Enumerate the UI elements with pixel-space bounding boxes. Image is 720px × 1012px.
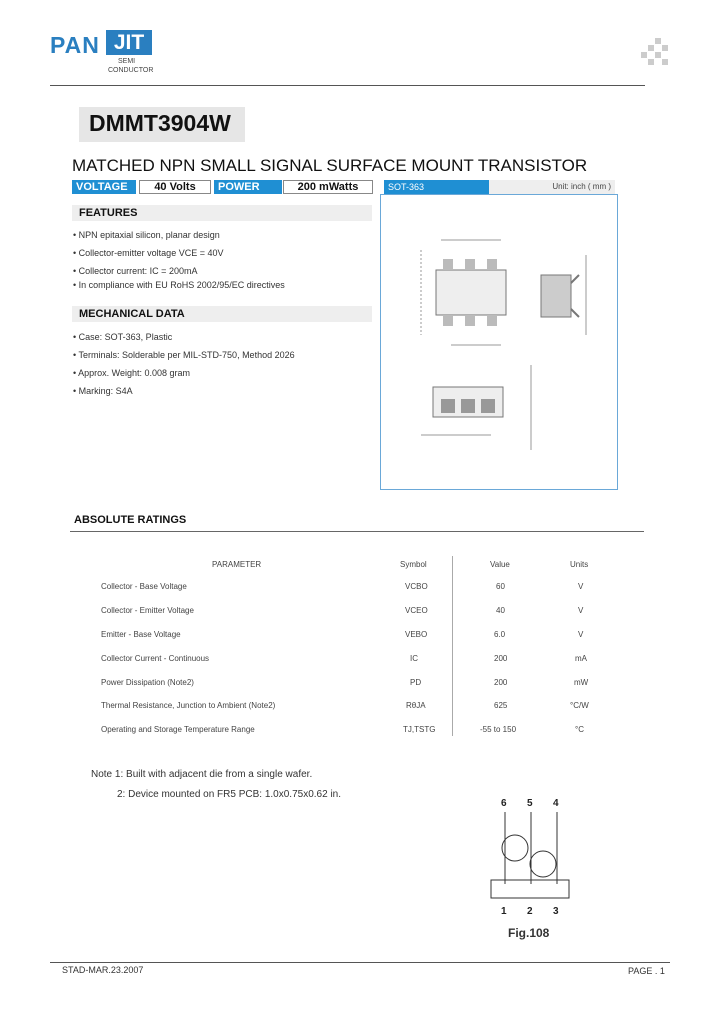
footer-date: STAD-MAR.23.2007 (62, 965, 144, 975)
pin-label: 4 (553, 798, 559, 809)
row-symbol: VCEO (405, 606, 428, 615)
checker-pattern-icon (641, 38, 669, 66)
col-header-parameter: PARAMETER (212, 560, 262, 569)
row-value: 200 (494, 678, 508, 687)
row-units: °C (575, 725, 584, 734)
pin-label: 2 (527, 906, 533, 917)
package-outline-drawing (381, 195, 617, 489)
row-value: 200 (494, 654, 508, 663)
row-value: 6.0 (494, 630, 506, 639)
row-units: V (578, 606, 584, 615)
voltage-value: 40 Volts (139, 180, 211, 194)
voltage-label: VOLTAGE (72, 180, 136, 194)
part-number: DMMT3904W (89, 110, 231, 136)
list-item: • Terminals: Solderable per MIL-STD-750, Method 2026 (73, 350, 295, 360)
package-drawing (380, 194, 618, 490)
features-title: FEATURES (79, 207, 138, 219)
figure-caption: Fig.108 (508, 926, 550, 940)
row-parameter: Operating and Storage Temperature Range (101, 725, 255, 734)
list-item: • Case: SOT-363, Plastic (73, 332, 173, 342)
pin-label: 3 (553, 906, 559, 917)
pinout-schematic (485, 792, 575, 922)
col-header-value: Value (490, 560, 510, 569)
pin-label: 5 (527, 798, 533, 809)
list-item: • Collector-emitter voltage VCE = 40V (73, 248, 224, 258)
row-parameter: Collector - Emitter Voltage (101, 606, 194, 615)
ratings-header (70, 509, 644, 531)
list-item: • Marking: S4A (73, 386, 133, 396)
row-parameter: Collector Current - Continuous (101, 654, 210, 663)
row-units: V (578, 582, 584, 591)
footer-divider (50, 962, 670, 963)
row-value: -55 to 150 (480, 725, 517, 734)
power-label: POWER (214, 180, 282, 194)
note-1: Note 1: Built with adjacent die from a single wafer. (91, 769, 313, 780)
row-parameter: Thermal Resistance, Junction to Ambient (Note2) (101, 701, 276, 710)
unit-note: Unit: inch ( mm ) (489, 180, 615, 194)
row-units: mA (575, 654, 587, 663)
row-units: mW (574, 678, 589, 687)
pin-label: 1 (501, 906, 507, 917)
list-item: • NPN epitaxial silicon, planar design (73, 230, 220, 240)
row-symbol: TJ,TSTG (403, 725, 436, 734)
package-label: SOT-363 (384, 180, 489, 194)
row-parameter: Emitter - Base Voltage (101, 630, 181, 639)
header-divider (50, 85, 645, 86)
table-divider (452, 556, 453, 736)
logo-conductor: CONDUCTOR (108, 67, 154, 74)
row-value: 625 (494, 701, 508, 710)
row-value: 40 (496, 606, 505, 615)
footer-page: PAGE . 1 (628, 966, 665, 976)
row-parameter: Power Dissipation (Note2) (101, 678, 194, 687)
logo-pan: PAN (50, 32, 100, 58)
mechanical-title: MECHANICAL DATA (79, 308, 185, 320)
row-symbol: VCBO (405, 582, 428, 591)
product-subtitle: MATCHED NPN SMALL SIGNAL SURFACE MOUNT TRANSISTOR (72, 156, 588, 175)
list-item: • Approx. Weight: 0.008 gram (73, 368, 191, 378)
row-units: V (578, 630, 584, 639)
list-item: • In compliance with EU RoHS 2002/95/EC directives (73, 280, 285, 290)
row-parameter: Collector - Base Voltage (101, 582, 187, 591)
row-symbol: VEBO (405, 630, 428, 639)
row-symbol: RθJA (406, 701, 426, 710)
pin-label: 6 (501, 798, 507, 809)
note-2: 2: Device mounted on FR5 PCB: 1.0x0.75x0.62 in. (117, 789, 342, 800)
list-item: • Collector current: IC = 200mA (73, 266, 198, 276)
power-value: 200 mWatts (283, 180, 373, 194)
logo-jit: JIT (106, 30, 152, 55)
ratings-title: ABSOLUTE RATINGS (74, 514, 187, 526)
col-header-units: Units (570, 560, 589, 569)
row-symbol: PD (410, 678, 422, 687)
row-symbol: IC (410, 654, 418, 663)
logo-semi: SEMI (118, 58, 136, 65)
col-header-symbol: Symbol (400, 560, 427, 569)
row-value: 60 (496, 582, 505, 591)
row-units: °C/W (570, 701, 589, 710)
